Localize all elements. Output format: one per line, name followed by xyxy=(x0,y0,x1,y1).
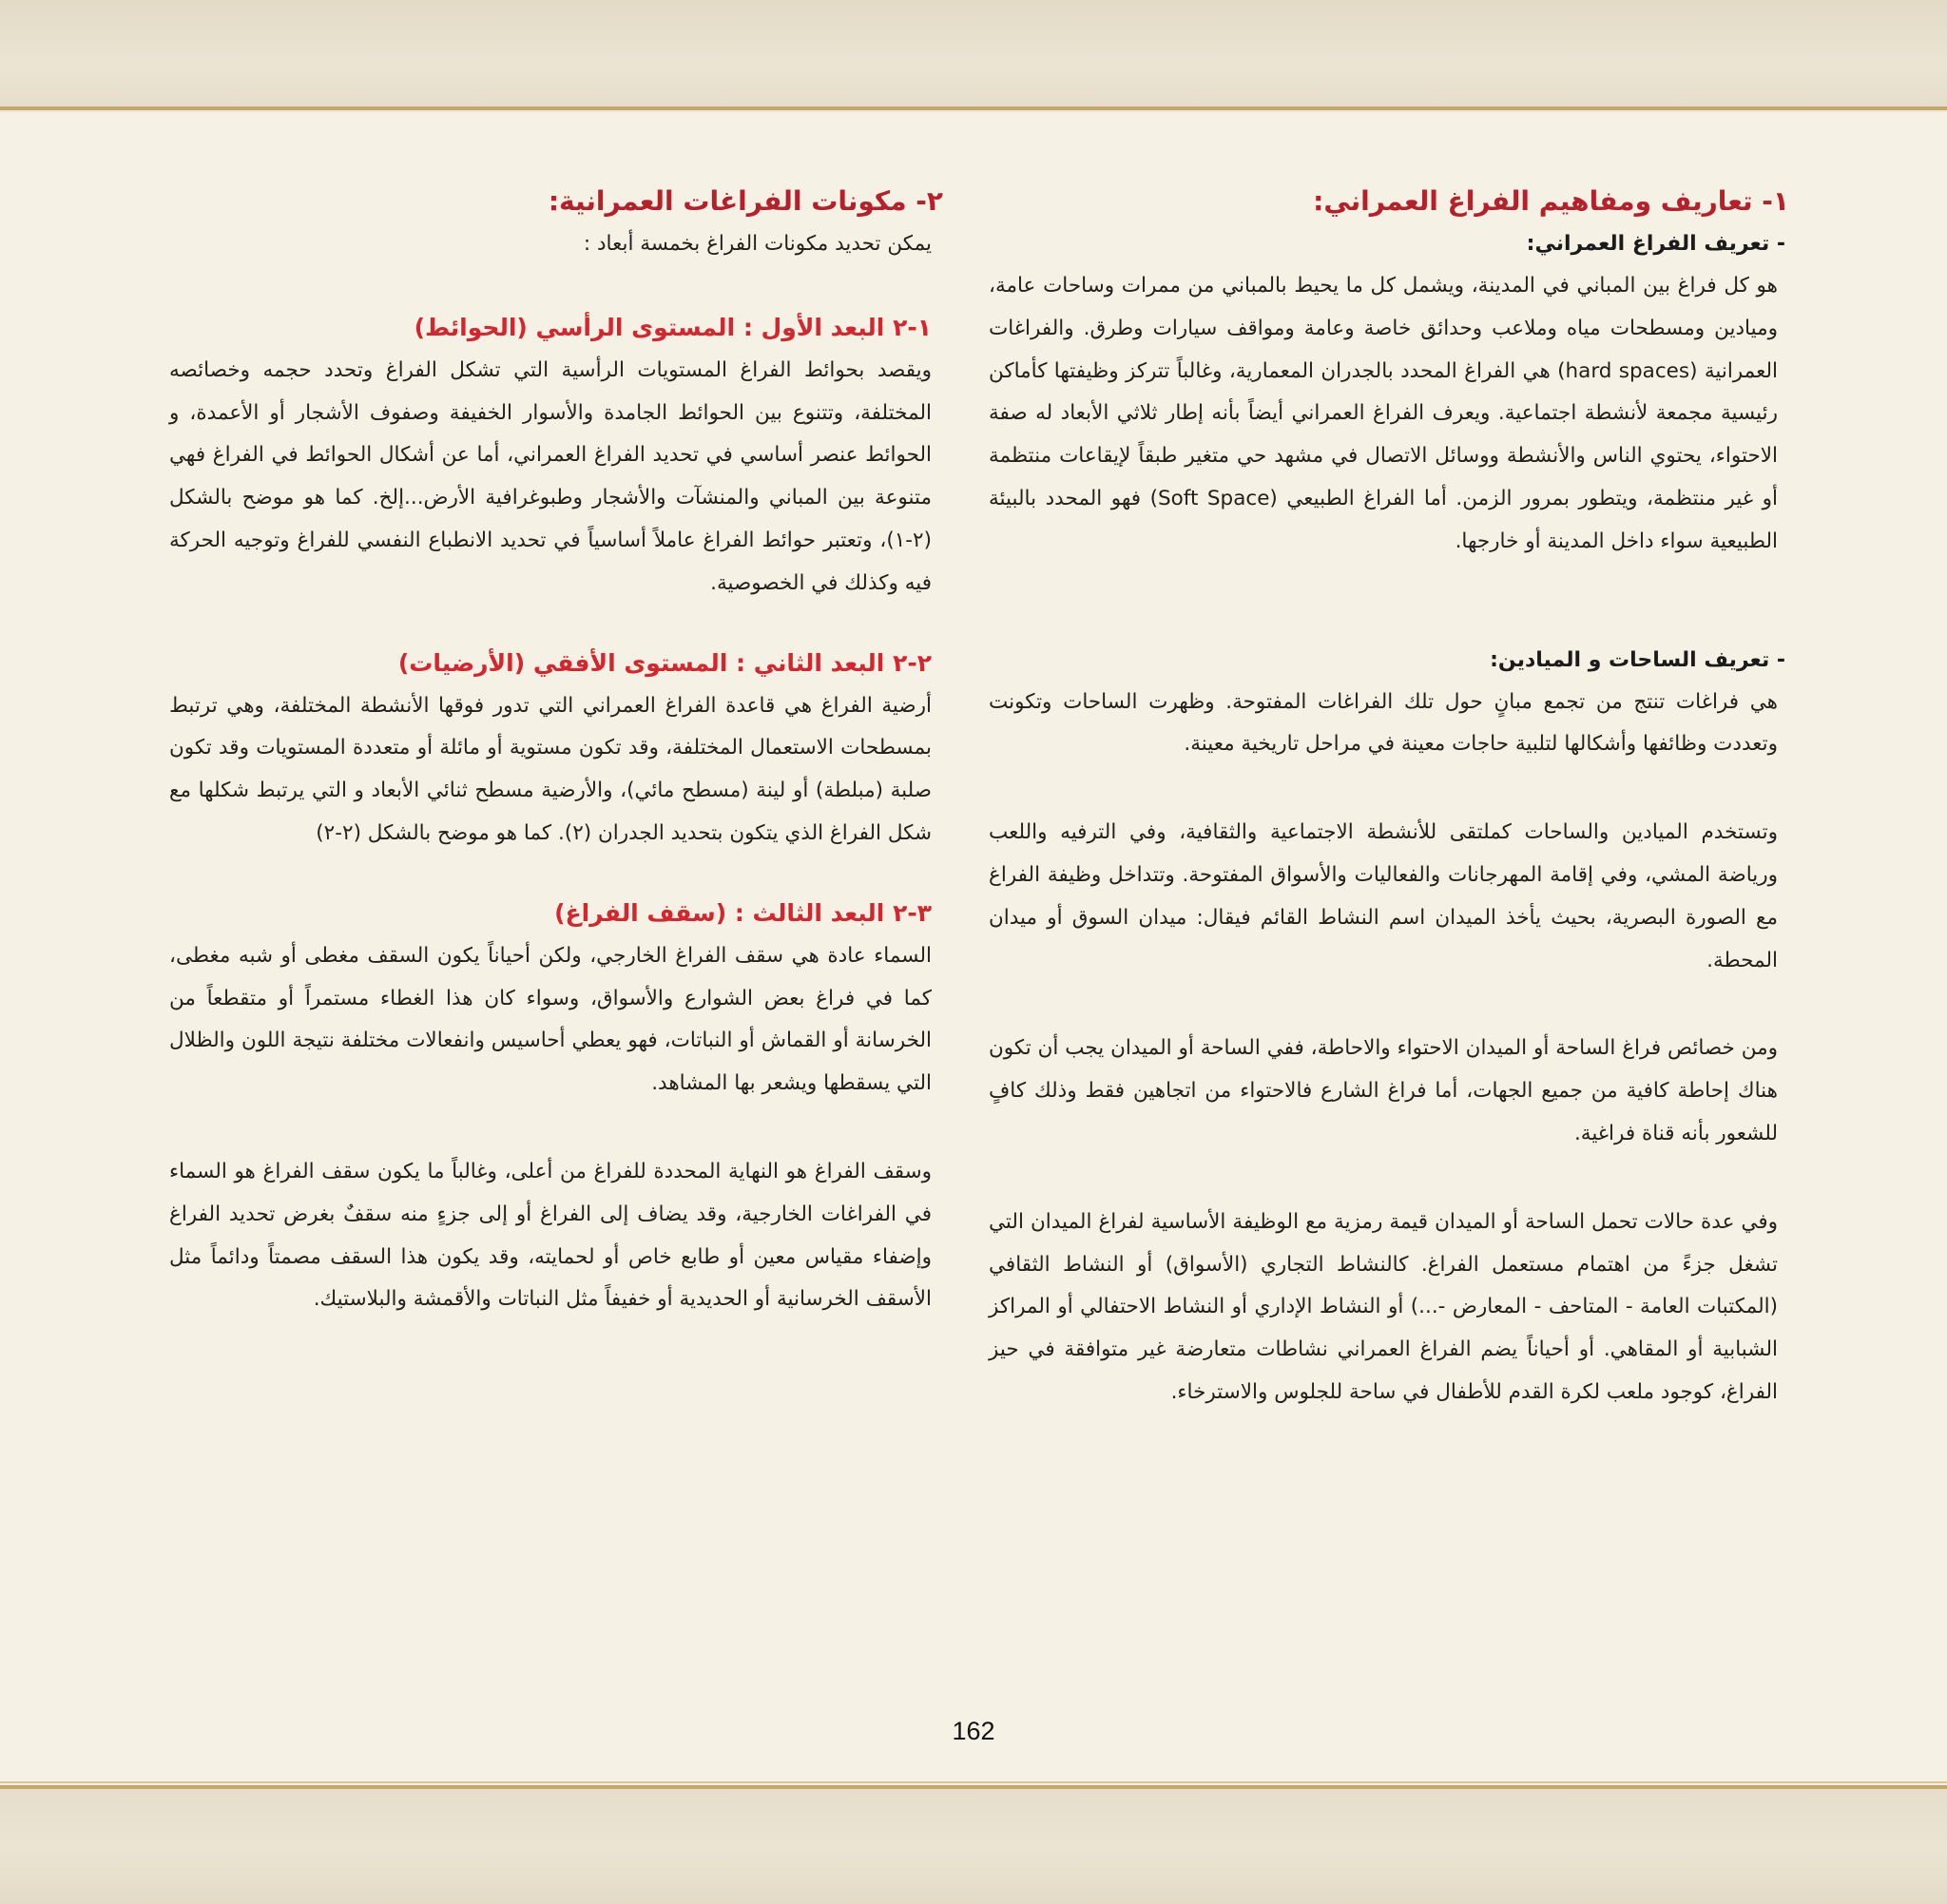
dimension-2-text: أرضية الفراغ هي قاعدة الفراغ العمراني التي تدور فوقها الأنشطة المختلفة، وهي ترتبط بمسطحات الاستعمال المختلفة، وقد تكون مستوية أو مائلة أو متعددة المستويات وقد تكون صلبة (مبلطة) أو لينة (مسطح مائي)، والأرضية مسطح ثنائي الأبعاد و التي يرتبط شكلها مع شكل الفراغ الذي يتكون بتحديد الجدران (٢). كما هو موضح بالشكل (٢-٢) xyxy=(169,693,932,845)
urban-space-definition-subheading: - تعريف الفراغ العمراني: xyxy=(1526,232,1785,256)
bottom-gold-rule-thin xyxy=(0,1781,1947,1783)
section-2-intro: يمكن تحديد مكونات الفراغ بخمسة أبعاد : xyxy=(583,232,932,256)
section-2-heading: ٢- مكونات الفراغات العمرانية: xyxy=(548,185,943,217)
dimension-1-text: ويقصد بحوائط الفراغ المستويات الرأسية التي تشكل الفراغ وتحدد حجمه وخصائصه المختلفة، وتتنوع بين الحوائط الجامدة والأسوار الخفيفة وصفوف الأشجار أو الأعمدة، و الحوائط عنصر أساسي في تحديد الفراغ العمراني، أما عن أشكال الحوائط في الفراغ فهي متنوعة بين المباني والمنشآت والأشجار وطبوغرافية الأرض...إلخ. كما هو موضح بالشكل (٢-١)، وتعتبر حوائط الفراغ عاملاً أساسياً في تحديد الانطباع النفسي للفراغ وتوجيه الحركة فيه وكذلك في الخصوصية. xyxy=(169,357,932,595)
dimension-3-ceiling-text: وسقف الفراغ هو النهاية المحددة للفراغ من أعلى، وغالباً ما يكون سقف الفراغ هو السماء في الفراغات الخارجية، وقد يضاف إلى الفراغ أو إلى جزءٍ منه سقفٌ بغرض تحديد الفراغ وإضفاء مقياس معين أو طابع خاص أو لحمايته، وقد يكون هذا السقف مصمتاً ودائماً مثل الأسقف الخرسانية أو الحديدية أو خفيفاً مثل النباتات والأقمشة والبلاستيك. xyxy=(169,1159,932,1312)
dimension-1-heading: ١-٢ البعد الأول : المستوى الرأسي (الحوائط) xyxy=(414,313,932,341)
squares-characteristics-text: ومن خصائص فراغ الساحة أو الميدان الاحتواء والاحاطة، ففي الساحة أو الميدان يجب أن تكون هناك إحاطة كافية من جميع الجهات، أما فراغ الشارع فالاحتواء من اتجاهين فقط وذلك كافٍ للشعور بأنه قناة فراغية. xyxy=(989,1036,1778,1145)
squares-symbolic-value-text: وفي عدة حالات تحمل الساحة أو الميدان قيمة رمزية مع الوظيفة الأساسية لفراغ الميدان التي تشغل جزءً من اهتمام مستعمل الفراغ. كالنشاط التجاري (الأسواق) أو النشاط الثقافي (المكتبات العامة - المتاحف - المعارض -...) أو النشاط الإداري أو النشاط الاحتفالي أو المراكز الشبابية أو المقاهي. أو أحياناً يضم الفراغ العمراني نشاطات متعارضة غير متوافقة في حيز الفراغ، كوجود ملعب لكرة القدم للأطفال في ساحة للجلوس والاسترخاء. xyxy=(989,1209,1778,1404)
dimension-3-heading: ٣-٢ البعد الثالث : (سقف الفراغ) xyxy=(554,898,932,927)
page-number: 162 xyxy=(952,1717,995,1745)
left-column xyxy=(169,180,943,1321)
top-decorative-band xyxy=(0,0,1947,106)
squares-definition-subheading: - تعريف الساحات و الميادين: xyxy=(1490,647,1785,672)
dimension-2-heading: ٢-٢ البعد الثاني : المستوى الأفقي (الأرضيات) xyxy=(397,648,932,677)
dimension-3-text: السماء عادة هي سقف الفراغ الخارجي، ولكن أحياناً يكون السقف مغطى أو شبه مغطى، كما في فراغ بعض الشوارع والأسواق، وسواء كان هذا الغطاء مستمراً أو متقطعاً من الخرسانة أو القماش أو النباتات، فهو يعطي أحاسيس وانفعالات مختلفة نتيجة اللون والظلال التي يسقطها ويشعر بها المشاهد. xyxy=(169,943,932,1096)
bottom-decorative-band xyxy=(0,1789,1947,1904)
right-column xyxy=(989,180,1789,1414)
squares-definition-text: هي فراغات تنتج من تجمع مبانٍ حول تلك الفراغات المفتوحة. وظهرت الساحات وتكونت وتعددت وظائفها وأشكالها لتلبية حاجات معينة في مراحل تاريخية معينة. xyxy=(989,689,1778,757)
section-1-heading: ١- تعاريف ومفاهيم الفراغ العمراني: xyxy=(1313,185,1789,217)
urban-space-definition-text: هو كل فراغ بين المباني في المدينة، ويشمل كل ما يحيط بالمباني من ممرات وساحات عامة، وميادين ومسطحات مياه وملاعب وحدائق خاصة وعامة ومواقف سيارات وطرق. والفراغات العمرانية (hard spaces) هي الفراغ المحدد بالجدران المعمارية، وغالباً تتركز وظيفتها كأماكن رئيسية مجمعة لأنشطة اجتماعية. ويعرف الفراغ العمراني أيضاً بأنه إطار ثلاثي الأبعاد له صفة الاحتواء، يحتوي الناس والأنشطة ووسائل الاتصال في مشهد حي متغير طبقاً لإيقاعات منتظمة أو غير منتظمة، ويتطور بمرور الزمن. أما الفراغ الطبيعي (Soft Space) فهو المحدد بالبيئة الطبيعية سواء داخل المدينة أو خارجها. xyxy=(989,274,1778,553)
top-gold-rule xyxy=(0,106,1947,110)
squares-uses-text: وتستخدم الميادين والساحات كملتقى للأنشطة الاجتماعية والثقافية، وفي الترفيه واللعب ورياضة المشي، وفي إقامة المهرجانات والفعاليات والأسواق المفتوحة. وتتداخل وظيفة الفراغ مع الصورة البصرية، بحيث يأخذ الميدان اسم النشاط القائم فيقال: ميدان السوق أو ميدان المحطة. xyxy=(989,820,1778,972)
